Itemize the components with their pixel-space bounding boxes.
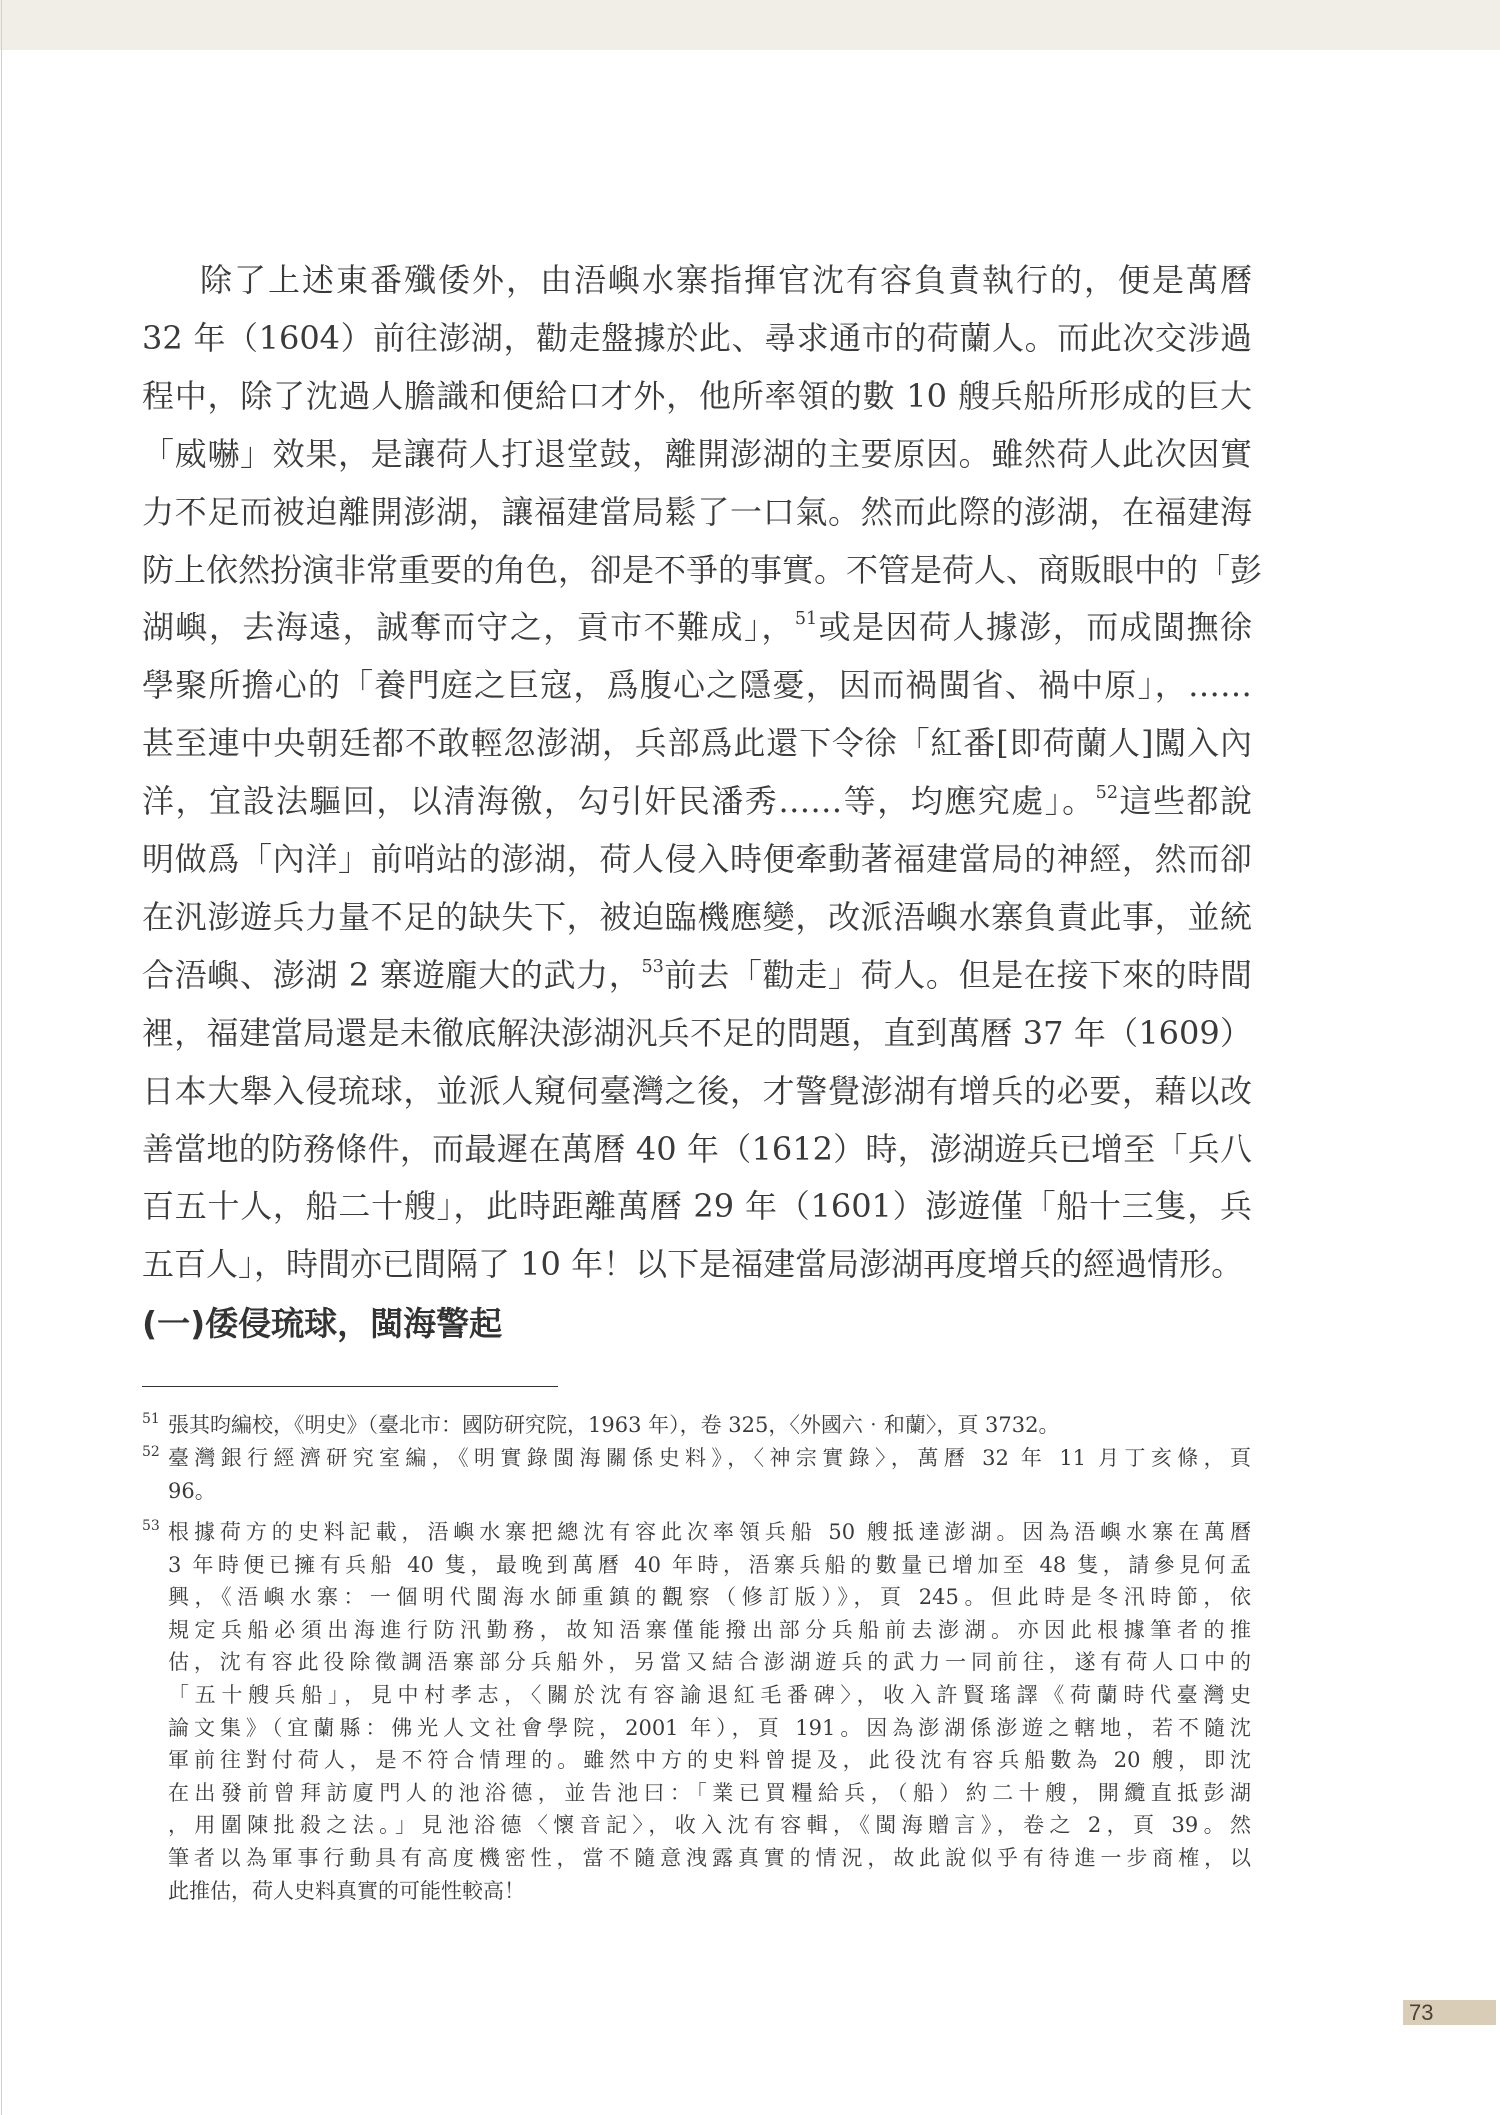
text-run: 百五十人，船二十艘」，此時距離萬曆 29 年（1601）澎遊僅「船十三隻，兵 <box>142 1187 1252 1226</box>
body-line <box>142 309 1252 367</box>
body-line <box>142 830 1252 888</box>
section-heading: (一)倭侵琉球，閩海警起 <box>142 1304 503 1343</box>
text-run: 日本大舉入侵琉球，並派人窺伺臺灣之後，才警覺澎湖有增兵的必要，藉以改 <box>142 1071 1252 1110</box>
footnote-ref: 53 <box>641 956 664 977</box>
body-line <box>142 483 1252 541</box>
text-run: 或是因荷人據澎，而成閩撫徐 <box>817 608 1252 647</box>
text-run: 合浯嶼、澎湖 2 寨遊龐大的武力， <box>142 955 642 994</box>
footnote-number: 51 <box>142 1411 160 1427</box>
footnote-line: 估，沈有容此役除徵調浯寨部分兵船外，另當又結合澎湖遊兵的武力一同前往，遂有荷人口中的 <box>168 1650 1251 1675</box>
text-run: 學聚所擔心的「養門庭之巨寇，爲腹心之隱憂，因而禍閩省、禍中原」，…… <box>142 666 1252 705</box>
body-line <box>142 541 1263 599</box>
text-run: 力不足而被迫離開澎湖，讓福建當局鬆了一口氣。然而此際的澎湖，在福建海 <box>142 492 1252 531</box>
body-line <box>142 1062 1252 1120</box>
footnote-line: 規定兵船必須出海進行防汛勤務，故知浯寨僅能撥出部分兵船前去澎湖。亦因此根據筆者的推 <box>168 1617 1251 1642</box>
body-line <box>142 1004 1252 1062</box>
text-run: 甚至連中央朝廷都不敢輕忽澎湖，兵部爲此還下令徐「紅番[即荷蘭人]闖入內 <box>142 724 1252 763</box>
footnote-number: 53 <box>142 1518 160 1534</box>
body-line <box>142 1120 1252 1178</box>
text-run: 善當地的防務條件，而最遲在萬曆 40 年（1612）時，澎湖遊兵已增至「兵八 <box>142 1129 1252 1168</box>
text-run: 前去「勸走」荷人。但是在接下來的時間 <box>663 955 1252 994</box>
text-run: 明做爲「內洋」前哨站的澎湖，荷人侵入時便牽動著福建當局的神經，然而卻 <box>142 840 1252 878</box>
scan-top-band <box>0 0 1500 50</box>
text-run: 洋，宜設法驅回，以清海徼，勾引奸民潘秀……等，均應究處」。 <box>142 782 1096 821</box>
body-line <box>142 772 1252 830</box>
footnote-line: 論文集》（宜蘭縣：佛光人文社會學院，2001 年），頁 191。因為澎湖係澎遊之轄地，若不隨沈 <box>168 1715 1251 1740</box>
footnote-line: 96。 <box>168 1479 216 1503</box>
footnote-line: 「五十艘兵船」，見中村孝志，〈關於沈有容諭退紅毛番碑〉，收入許賢瑤譯《荷蘭時代臺灣史 <box>168 1683 1251 1707</box>
body-line <box>142 888 1252 946</box>
text-run: 裡，福建當局還是未徹底解決澎湖汎兵不足的問題，直到萬曆 37 年（1609） <box>142 1013 1252 1052</box>
body-line <box>200 251 1252 309</box>
text-run: 五百人」，時間亦已間隔了 10 年！以下是福建當局澎湖再度增兵的經過情形。 <box>142 1245 1244 1284</box>
footnote-line: 興，《浯嶼水寨：一個明代閩海水師重鎮的觀察（修訂版）》，頁 245。但此時是冬汛時節，依 <box>168 1585 1251 1610</box>
footnote-line: 筆者以為軍事行動具有高度機密性，當不隨意洩露真實的情況，故此說似乎有待進一步商榷，以 <box>168 1846 1251 1870</box>
text-run: 這些都說 <box>1118 782 1252 821</box>
footnote-ref: 52 <box>1095 783 1119 804</box>
text-run: 湖嶼，去海遠，誠奪而守之，貢市不難成」， <box>142 608 795 647</box>
footnote-line: 3 年時便已擁有兵船 40 隻，最晚到萬曆 40 年時，浯寨兵船的數量已增加至 48 隻，請參見何孟 <box>168 1552 1251 1577</box>
footnote-line: 軍前往對付荷人，是不符合情理的。雖然中方的史料曾提及，此役沈有容兵船數為 20 艘，即沈 <box>168 1748 1251 1773</box>
body-line <box>142 714 1252 772</box>
text-run: 在汎澎遊兵力量不足的缺失下，被迫臨機應變，改派浯嶼水寨負責此事，並統 <box>142 897 1252 936</box>
body-line <box>142 367 1252 425</box>
footnote-line: 張其昀編校，《明史》（臺北市：國防研究院，1963 年），卷 325，〈外國六‧和蘭〉，頁 3732。 <box>168 1413 1060 1437</box>
body-line <box>142 946 1252 1004</box>
text-run: 「威嚇」效果，是讓荷人打退堂鼓，離開澎湖的主要原因。雖然荷人此次因實 <box>142 434 1252 473</box>
page-edge <box>1 0 2 2115</box>
text-run: 程中，除了沈過人膽識和便給口才外，他所率領的數 10 艘兵船所形成的巨大 <box>142 376 1252 415</box>
body-line <box>142 425 1252 483</box>
body-line <box>142 1235 1252 1293</box>
footnote-line: 根據荷方的史料記載，浯嶼水寨把總沈有容此次率領兵船 50 艘抵達澎湖。因為浯嶼水寨在萬曆 <box>168 1520 1251 1544</box>
body-line <box>142 598 1252 656</box>
body-line <box>142 656 1252 714</box>
body-line <box>142 1177 1252 1235</box>
footnote-number: 52 <box>142 1444 160 1460</box>
text-run: 防上依然扮演非常重要的角色，卻是不爭的事實。不管是荷人、商販眼中的「彭 <box>142 550 1263 589</box>
text-run: 除了上述東番殲倭外，由浯嶼水寨指揮官沈有容負責執行的，便是萬曆 <box>200 261 1252 299</box>
footnote-line: 在出發前曾拜訪廈門人的池浴德，並告池曰：「業已買糧給兵，（船）約二十艘，開纜直抵彭湖 <box>168 1780 1251 1805</box>
footnote-line: ，用圍陳批殺之法。」見池浴德〈懷音記〉，收入沈有容輯，《閩海贈言》，卷之 2，頁 39。然 <box>168 1813 1251 1838</box>
footnote-line: 臺灣銀行經濟研究室編，《明實錄閩海關係史料》，〈神宗實錄〉，萬曆 32 年 11 月丁亥條，頁 <box>168 1446 1251 1470</box>
footnote-line: 此推估，荷人史料真實的可能性較高！ <box>168 1878 525 1903</box>
text-run: 32 年（1604）前往澎湖，勸走盤據於此、尋求通市的荷蘭人。而此次交涉過 <box>142 318 1252 357</box>
page-number: 73 <box>1403 2000 1496 2025</box>
footnote-ref: 51 <box>794 609 818 630</box>
footnote-divider <box>142 1386 558 1387</box>
